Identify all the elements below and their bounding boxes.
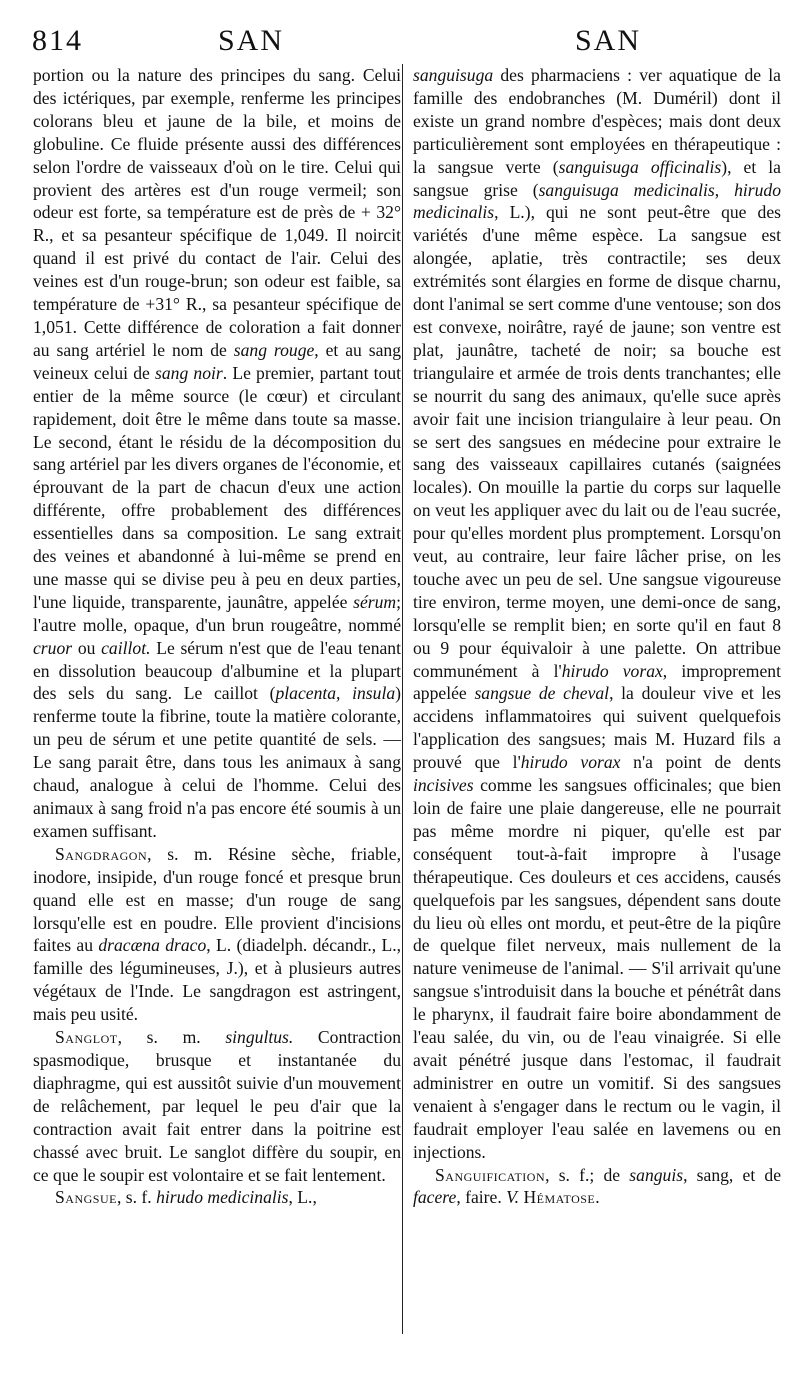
right-running-head: SAN: [575, 24, 642, 57]
left-column: [33, 64, 401, 1209]
headword: Sangdragon: [55, 843, 148, 864]
headword: Sanglot: [55, 1027, 118, 1048]
column-divider: [402, 64, 403, 1334]
cross-reference: Hématose.: [523, 1187, 601, 1208]
right-column: [413, 64, 781, 1209]
running-header: [18, 18, 782, 58]
entry-sang-continuation: portion ou la nature des principes du sang. Celui des ictériques, par exemple, renferme les principes colorans bleu et jaune de la bile, et moins de globuline. Ce fluide présente aussi des différences selon l'ordre de vaisseaux d'où on le tire. Celui qui provient des artères est d'un rouge vermeil; son odeur est forte, sa température est de près de + 32° R., et sa pesanteur spécifique de 1,049. Il noircit quand il est privé du contact de l'air. Celui des veines est d'un rouge-brun; son odeur est faible, sa température de +31° R., sa pesanteur spécifique de 1,051. Cette différence de coloration a fait donner au sang artériel le nom de sang rouge, et au sang veineux celui de sang noir. Le premier, partant tout entier de la même source (le cœur) et circulant rapidement, doit être le même dans toute sa masse. Le second, étant le résidu de la décomposition du sang artériel par les divers organes de l'économie, et éprouvant de la part de chacun d'eux une action différente, offre probablement des différences essentielles dans sa composition. Le sang extrait des veines et abandonné à lui-même se prend en une masse qui se divise peu à peu en deux parties, l'une liquide, transparente, jaunâtre, appelée sérum; l'autre molle, opaque, d'un brun rougeâtre, nommé cruor ou caillot. Le sérum n'est que de l'eau tenant en dissolution beaucoup d'albumine et la plupart des sels du sang. Le caillot (placenta, insula) renferme toute la fibrine, toute la matière colorante, un peu de sérum et une petite quantité de sels. — Le sang parait être, dans tous les animaux à sang chaud, analogue à celui de l'homme. Celui des animaux à sang froid n'a pas encore été soumis à un examen suffisant.: [33, 65, 402, 841]
entry-sangsue: Sangsue, s. f. hirudo medicinalis, L.,: [55, 1187, 317, 1208]
page-number: 814: [32, 24, 83, 57]
headword: Sanguification: [435, 1164, 546, 1185]
headword: Sangsue: [55, 1187, 117, 1208]
entry-sangsue-continuation: sanguisuga des pharmaciens : ver aquatique de la famille des endobranches (M. Duméril) dont il existe un grand nombre d'espèces; mais dont deux particulièrement sont employées en thérapeutique : la sangsue verte (sanguisuga officinalis), et la sangsue grise (sanguisuga medicinalis, hirudo medicinalis, L.), qui ne sont peut-être que des variétés d'une même espèce. La sangsue est alongée, aplatie, très contractile; ses deux extrémités sont élargies en forme de disque charnu, dont l'animal se sert comme d'une ventouse; son dos est convexe, noirâtre, rayé de jaune; son ventre est plat, jaunâtre, tacheté de noir; sa bouche est triangulaire et armée de trois dents tranchantes; elle se nourrit du sang des animaux, qu'elle suce après avoir fait une incision triangulaire à leur peau. On se sert des sangsues en médecine pour extraire le sang des vaisseaux capillaires cutanés (saignées locales). On mouille la partie du corps sur laquelle on veut les appliquer avec du lait ou de l'eau sucrée, pour qu'elles mordent plus promptement. Lorsqu'on veut, au contraire, leur faire lâcher prise, on les touche avec un peu de sel. Une sangsue vigoureuse tire environ, terme moyen, une demi-once de sang, lorsqu'elle se remplit bien; en sorte qu'il en faut 8 ou 9 pour équivaloir à une palette. On attribue communément à l'hirudo vorax, improprement appelée sangsue de cheval, la douleur vive et les accidens inflammatoires qui suivent quelquefois l'application des sangsues; mais M. Huzard fils a prouvé que l'hirudo vorax n'a point de dents incisives comme les sangsues officinales; que bien loin de faire une plaie dangereuse, elle ne pourrait pas même mordre ni piquer, qu'elle est par conséquent tout-à-fait impropre à l'usage thérapeutique. Ces douleurs et ces accidens, causés quelquefois par les sangsues, dépendent sans doute du lieu où elles ont mordu, et peut-être de la piqûre de quelque filet nerveux, mais nullement de la nature venimeuse de l'animal. — S'il arrivait qu'une sangsue s'introduisit dans la bouche et pénétrât dans le pharynx, il faudrait faire boire abondamment de l'eau salée, du vin, ou de l'eau vinaigrée. Si elle avait pénétré jusque dans l'estomac, il faudrait administrer en outre un vomitif. Si des sangsues venaient à s'engager dans le rectum ou le vagin, il faudrait employer l'eau salée en lavemens ou en injections.: [413, 65, 782, 1162]
entry-sanguification: Sanguification, s. f.; de sanguis, sang, et de facere, faire. V. Hématose.: [413, 1164, 781, 1208]
left-running-head: SAN: [218, 24, 285, 57]
entry-sangdragon: Sangdragon, s. m. Résine sèche, friable, inodore, insipide, d'un rouge foncé et presque brun quand elle est en masse; d'un rouge de sang lorsqu'elle est en poudre. Elle provient d'incisions faites au dracæna draco, L. (diadelph. décandr., L., famille des légumineuses, J.), et à plusieurs autres végétaux de l'Inde. Le sangdragon est astringent, mais peu usité.: [33, 843, 401, 1025]
entry-sanglot: Sanglot, s. m. singultus. Contraction spasmodique, brusque et instantanée du diaphragme, qui est aussitôt suivie d'un mouvement de relâchement, par lequel le peu d'air que la contraction avait fait entrer dans la poitrine est chassé avec bruit. Le sanglot diffère du soupir, en ce que le soupir est volontaire et se fait lentement.: [33, 1027, 401, 1185]
